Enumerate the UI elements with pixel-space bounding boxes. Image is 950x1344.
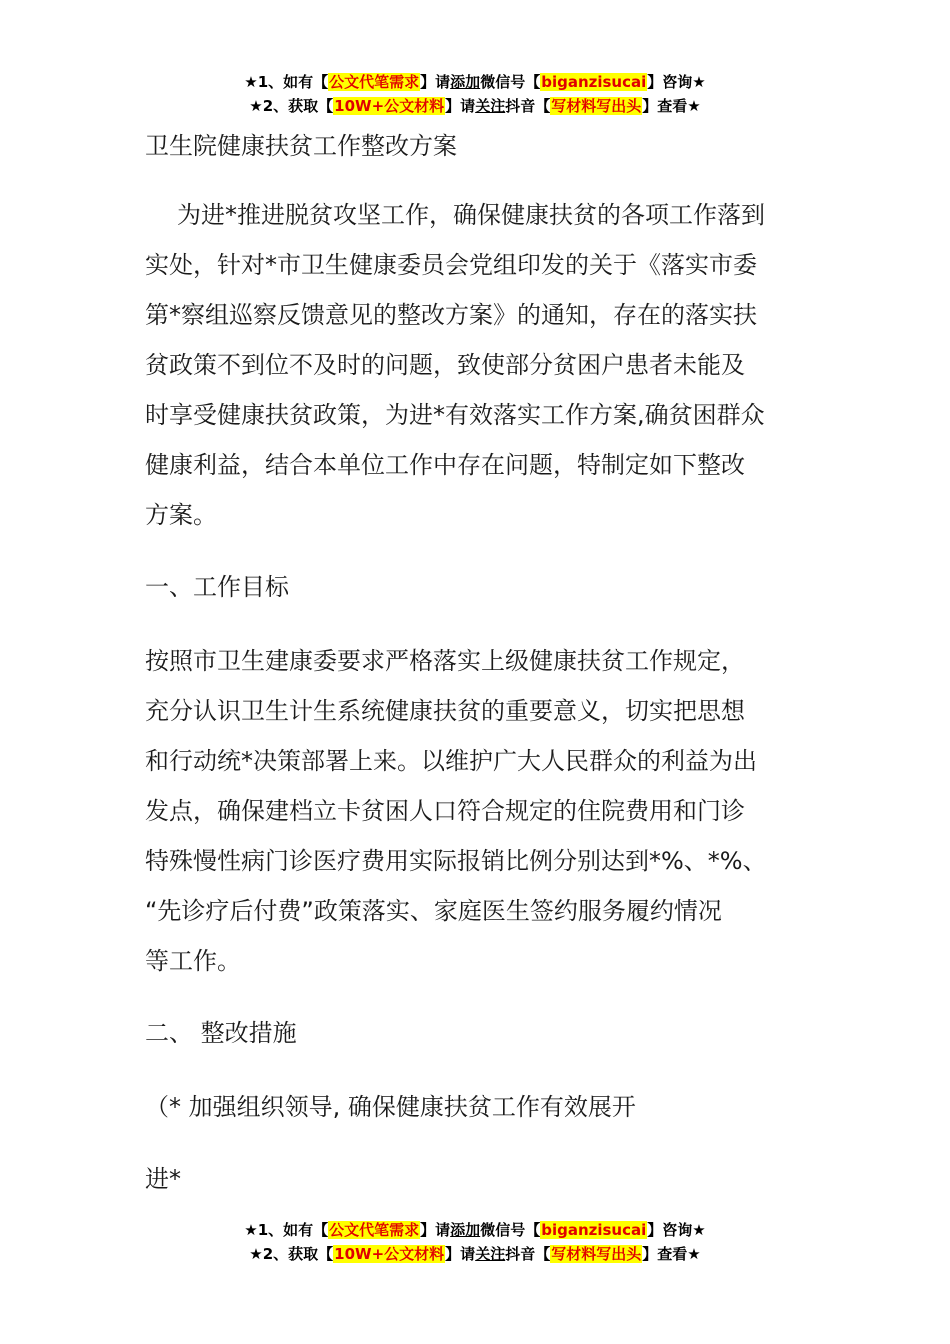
promo-text-underlined: 添加 — [450, 1221, 481, 1239]
promo-text-underlined: 关注 — [475, 1245, 506, 1263]
text-line: 实处，针对*市卫生健康委员会党组印发的关于《落实市委 — [145, 251, 757, 279]
promo-text: 】请 — [420, 1221, 451, 1239]
star-icon: ★ — [249, 1245, 263, 1263]
promo-text: 】请 — [420, 73, 451, 91]
text-line: 时享受健康扶贫政策，为进*有效落实工作方案,确贫困群众 — [145, 401, 765, 429]
document-body — [145, 126, 810, 1204]
star-icon: ★ — [249, 97, 263, 115]
promo-line-1 — [0, 70, 950, 94]
promo-text: 】查看 — [642, 97, 688, 115]
text-line: 特殊慢性病门诊医疗费用实际报销比例分别达到*%、*%、 — [145, 847, 767, 875]
text-line: 为进*推进脱贫攻坚工作，确保健康扶贫的各项工作落到 — [177, 201, 765, 229]
promo-text: 抖音【 — [505, 1245, 551, 1263]
promo-banner-bottom — [0, 1218, 950, 1266]
section-heading-goals: 一、工作目标 — [145, 573, 289, 601]
star-icon: ★ — [692, 73, 706, 91]
star-icon: ★ — [244, 73, 258, 91]
intro-paragraph — [145, 190, 810, 540]
promo-text: 1、如有【 — [257, 1221, 329, 1239]
star-icon: ★ — [692, 1221, 706, 1239]
text-line: 贫政策不到位不及时的问题，致使部分贫困户患者未能及 — [145, 351, 745, 379]
highlight-materials: 10W+公文材料 — [334, 1245, 445, 1263]
text-line: 第*察组巡察反馈意见的整改方案》的通知，存在的落实扶 — [145, 301, 757, 329]
text-line: 和行动统*决策部署上来。以维护广大人民群众的利益为出 — [145, 747, 757, 775]
highlight-douyin: 写材料写出头 — [551, 97, 642, 115]
section-heading-measures: 二、 整改措施 — [145, 1019, 297, 1047]
text-line: 健康利益，结合本单位工作中存在问题，特制定如下整改 — [145, 451, 745, 479]
highlight-wechat-id: biganzisucai — [541, 1221, 647, 1239]
highlight-douyin: 写材料写出头 — [551, 1245, 642, 1263]
promo-text: 】查看 — [642, 1245, 688, 1263]
promo-banner-top — [0, 70, 950, 118]
promo-text: 】请 — [445, 1245, 476, 1263]
text-line: 充分认识卫生计生系统健康扶贫的重要意义，切实把思想 — [145, 697, 745, 725]
text-line: 方案。 — [145, 501, 217, 529]
goals-paragraph — [145, 636, 810, 986]
promo-line-2 — [0, 94, 950, 118]
subsection-heading: （* 加强组织领导, 确保健康扶贫工作有效展开 — [145, 1093, 636, 1121]
promo-text: 微信号【 — [480, 73, 541, 91]
star-icon: ★ — [687, 97, 701, 115]
promo-line-1 — [0, 1218, 950, 1242]
promo-text: 抖音【 — [505, 97, 551, 115]
star-icon: ★ — [244, 1221, 258, 1239]
text-line: 等工作。 — [145, 947, 241, 975]
promo-text: 2、获取【 — [262, 97, 334, 115]
promo-text-underlined: 关注 — [475, 97, 506, 115]
promo-text: 】咨询 — [647, 1221, 693, 1239]
promo-text-underlined: 添加 — [450, 73, 481, 91]
highlight-materials: 10W+公文材料 — [334, 97, 445, 115]
text-line: 按照市卫生建康委要求严格落实上级健康扶贫工作规定， — [145, 647, 745, 675]
star-icon: ★ — [687, 1245, 701, 1263]
highlight-wechat-id: biganzisucai — [541, 73, 647, 91]
promo-text: 2、获取【 — [262, 1245, 334, 1263]
text-line: “先诊疗后付费”政策落实、家庭医生签约服务履约情况 — [145, 897, 722, 925]
highlight-service: 公文代笔需求 — [329, 1221, 420, 1239]
subsection-continuation: 进* — [145, 1165, 181, 1193]
promo-text: 1、如有【 — [257, 73, 329, 91]
promo-line-2 — [0, 1242, 950, 1266]
text-line: 发点，确保建档立卡贫困人口符合规定的住院费用和门诊 — [145, 797, 745, 825]
promo-text: 】请 — [445, 97, 476, 115]
promo-text: 微信号【 — [480, 1221, 541, 1239]
highlight-service: 公文代笔需求 — [329, 73, 420, 91]
document-title: 卫生院健康扶贫工作整改方案 — [145, 132, 457, 160]
promo-text: 】咨询 — [647, 73, 693, 91]
